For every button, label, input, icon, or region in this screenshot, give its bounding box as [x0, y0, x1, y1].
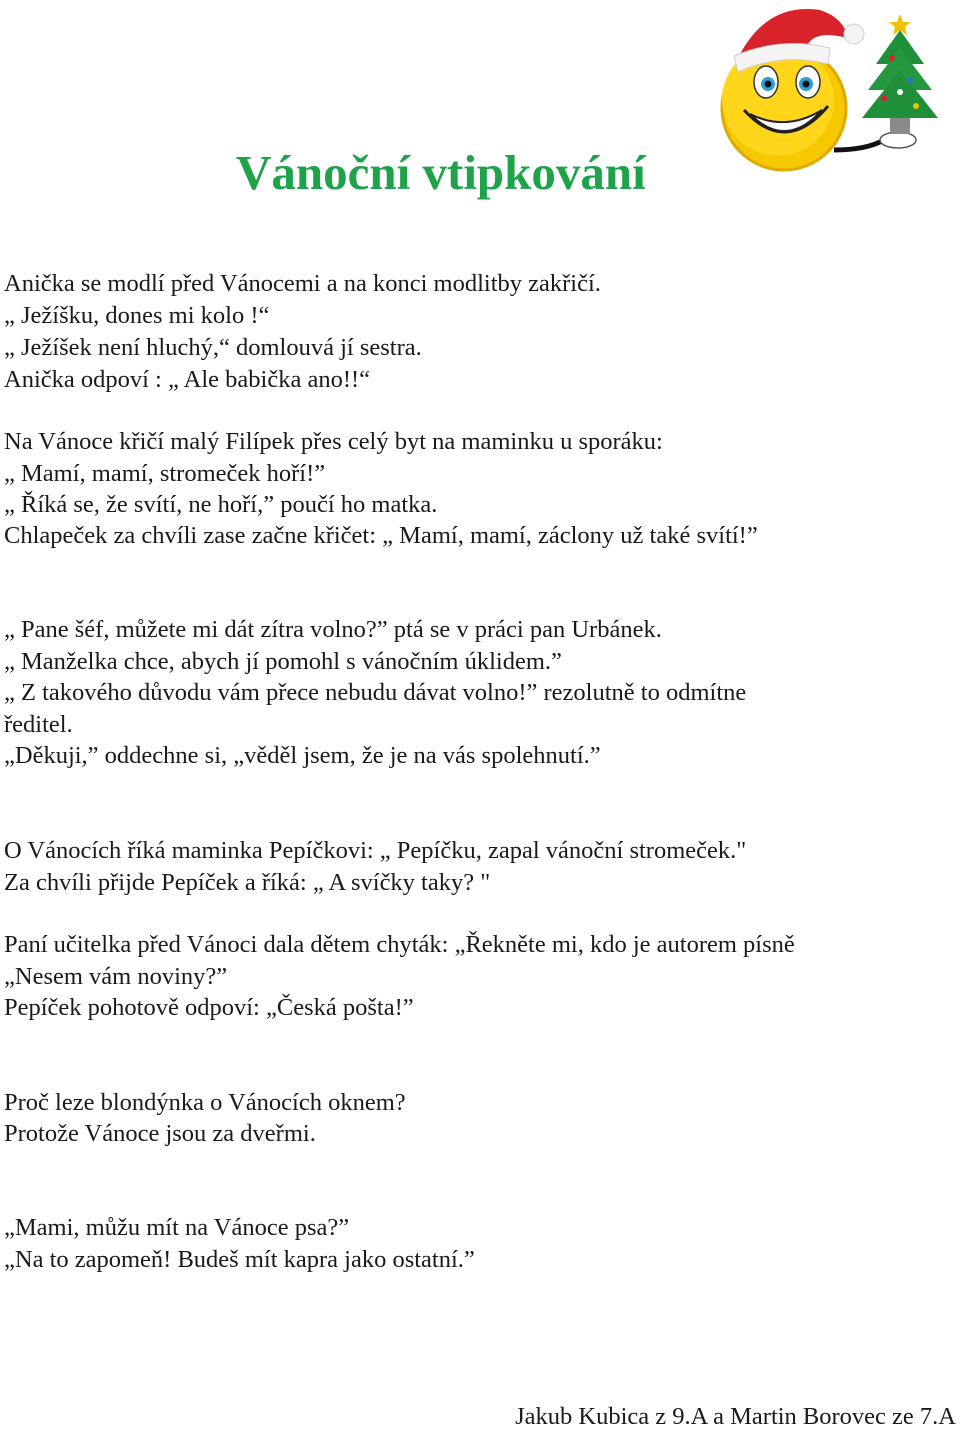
text-line: „Na to zapomeň! Budeš mít kapra jako ostatní.”: [4, 1246, 475, 1273]
text-line: O Vánocích říká maminka Pepíčkovi: „ Pepíčku, zapal vánoční stromeček.": [4, 837, 747, 864]
text-line: „Nesem vám noviny?”: [4, 963, 228, 990]
text-line: „ Manželka chce, abych jí pomohl s vánočním úklidem.”: [4, 648, 562, 675]
text-line: Chlapeček za chvíli zase začne křičet: „ Mamí, mamí, záclony už také svítí!”: [4, 522, 758, 549]
text-line: Anička se modlí před Vánocemi a na konci modlitby zakřičí.: [4, 270, 601, 297]
text-line: Na Vánoce křičí malý Filípek přes celý byt na maminku u sporáku:: [4, 428, 663, 455]
text-line: „ Ježíšek není hluchý,“ domlouvá jí sestra.: [4, 334, 422, 361]
text-line: Za chvíli přijde Pepíček a říká: „ A svíčky taky? ": [4, 869, 491, 896]
text-line: „ Pane šéf, můžete mi dát zítra volno?” ptá se v práci pan Urbánek.: [4, 616, 662, 643]
text-line: Anička odpoví : „ Ale babička ano!!“: [4, 366, 371, 393]
text-line: Proč leze blondýnka o Vánocích oknem?: [4, 1089, 406, 1116]
christmas-tree-icon: [862, 14, 938, 134]
text-line: ředitel.: [4, 711, 73, 738]
page-title: Vánoční vtipkování: [236, 145, 646, 200]
text-line: Protože Vánoce jsou za dveřmi.: [4, 1120, 316, 1147]
text-line: „ Ježíšku, dones mi kolo !“: [4, 302, 270, 329]
smiley-santa-with-christmas-tree-icon: [716, 0, 952, 180]
text-line: „Děkuji,” oddechne si, „věděl jsem, že je na vás spolehnutí.”: [4, 742, 601, 769]
text-line: „ Říká se, že svítí, ne hoří,” poučí ho matka.: [4, 491, 438, 518]
text-line: „ Mamí, mamí, stromeček hoří!”: [4, 460, 326, 487]
authors-footer: Jakub Kubica z 9.A a Martin Borovec ze 7.A: [515, 1403, 956, 1430]
text-line: „ Z takového důvodu vám přece nebudu dávat volno!” rezolutně to odmítne: [4, 679, 747, 706]
text-line: Pepíček pohotově odpoví: „Česká pošta!”: [4, 994, 414, 1021]
text-line: Paní učitelka před Vánoci dala dětem chyták: „Řekněte mi, kdo je autorem písně: [4, 931, 795, 958]
text-line: „Mami, můžu mít na Vánoce psa?”: [4, 1214, 350, 1241]
